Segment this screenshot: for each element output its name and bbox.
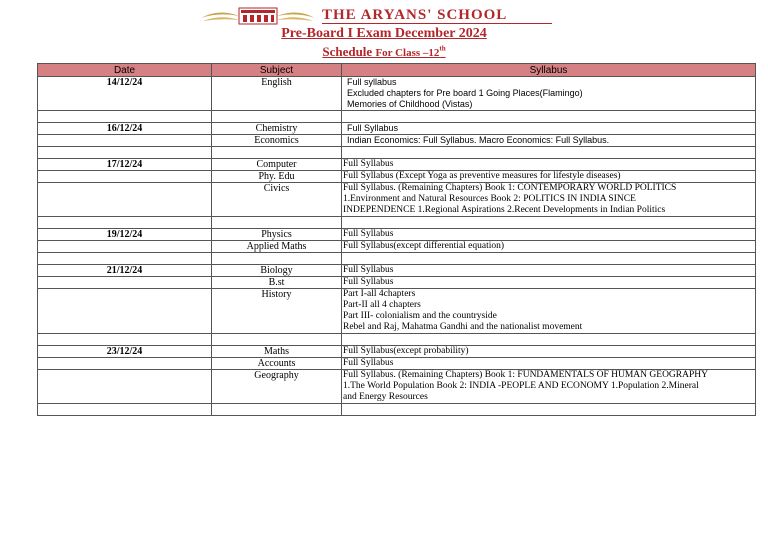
table-row: [38, 358, 756, 370]
school-crest-icon: [199, 6, 317, 26]
date-cell: 16/12/24: [38, 123, 212, 135]
school-name: THE ARYANS' SCHOOL: [322, 7, 508, 23]
column-header-date: Date: [38, 64, 212, 77]
syllabus-line: Full Syllabus: [343, 265, 394, 275]
spacer-row: [38, 253, 756, 265]
empty-cell: [342, 253, 756, 265]
empty-cell: [212, 111, 342, 123]
empty-cell: [212, 253, 342, 265]
syllabus-line: Full Syllabus. (Remaining Chapters) Book 1: CONTEMPORARY WORLD POLITICS: [343, 183, 677, 193]
subject-cell: History: [212, 289, 342, 334]
table-body: [38, 77, 756, 416]
syllabus-line: Full Syllabus. (Remaining Chapters) Book 1: FUNDAMENTALS OF HUMAN GEOGRAPHY: [343, 370, 708, 380]
empty-cell: [38, 147, 212, 159]
spacer-row: [38, 111, 756, 123]
syllabus-cell: [342, 229, 756, 241]
date-cell: [38, 171, 212, 183]
date-cell: [38, 183, 212, 217]
table-row: [38, 277, 756, 289]
spacer-row: [38, 404, 756, 416]
date-cell: [38, 370, 212, 404]
table-header: [38, 64, 756, 77]
empty-cell: [342, 217, 756, 229]
table-row: [38, 346, 756, 358]
empty-cell: [212, 334, 342, 346]
class-label: For Class –12: [375, 47, 440, 59]
empty-cell: [342, 404, 756, 416]
table-row: [38, 370, 756, 404]
empty-cell: [38, 111, 212, 123]
date-cell: [38, 241, 212, 253]
empty-cell: [212, 404, 342, 416]
syllabus-line: Part I-all 4chapters: [343, 289, 416, 299]
syllabus-cell: [342, 370, 756, 404]
table-row: [38, 77, 756, 111]
subject-cell: B.st: [212, 277, 342, 289]
syllabus-line: Indian Economics: Full Syllabus. Macro Economics: Full Syllabus.: [347, 135, 610, 145]
subject-cell: Physics: [212, 229, 342, 241]
subject-cell: Civics: [212, 183, 342, 217]
empty-cell: [342, 111, 756, 123]
logo-row: [0, 4, 768, 26]
date-cell: 21/12/24: [38, 265, 212, 277]
subject-cell: Chemistry: [212, 123, 342, 135]
syllabus-cell: [342, 159, 756, 171]
empty-cell: [342, 334, 756, 346]
syllabus-line: Excluded chapters for Pre board 1 Going Places(Flamingo): [347, 88, 583, 98]
schedule-table: [37, 63, 756, 416]
document-header: [0, 4, 768, 59]
header-row: [38, 64, 756, 77]
subject-cell: English: [212, 77, 342, 111]
subject-cell: Applied Maths: [212, 241, 342, 253]
table-row: [38, 183, 756, 217]
syllabus-line: Full Syllabus(except probability): [343, 346, 469, 356]
subject-cell: Biology: [212, 265, 342, 277]
syllabus-line: Full Syllabus: [343, 229, 394, 239]
syllabus-line: 1.Environment and Natural Resources Book 2: POLITICS IN INDIA SINCE: [343, 194, 636, 204]
subject-cell: Accounts: [212, 358, 342, 370]
syllabus-cell: [342, 346, 756, 358]
table-row: [38, 159, 756, 171]
school-name-divider: [322, 23, 552, 24]
spacer-row: [38, 147, 756, 159]
syllabus-line: INDEPENDENCE 1.Regional Aspirations 2.Recent Developments in Indian Politics: [343, 205, 666, 215]
syllabus-cell: [342, 183, 756, 217]
syllabus-line: Full Syllabus (Except Yoga as preventive measures for lifestyle diseases): [343, 171, 621, 181]
date-cell: 14/12/24: [38, 77, 212, 111]
table-row: [38, 229, 756, 241]
syllabus-line: Full Syllabus(except differential equation): [343, 241, 505, 251]
table-row: [38, 135, 756, 147]
table-row: [38, 123, 756, 135]
table-row: [38, 289, 756, 334]
date-cell: [38, 277, 212, 289]
syllabus-cell: [342, 123, 756, 135]
schedule-subtitle: [0, 44, 768, 60]
syllabus-line: Full syllabus: [347, 77, 397, 87]
syllabus-line: Part III- colonialism and the countryside: [343, 311, 497, 321]
subject-cell: Phy. Edu: [212, 171, 342, 183]
subject-cell: Economics: [212, 135, 342, 147]
syllabus-line: Rebel and Raj, Mahatma Gandhi and the nationalist movement: [343, 322, 583, 332]
empty-cell: [38, 253, 212, 265]
syllabus-line: Full Syllabus: [343, 277, 394, 287]
syllabus-line: Full Syllabus: [343, 159, 394, 169]
date-cell: [38, 289, 212, 334]
syllabus-line: Part-II all 4 chapters: [343, 300, 421, 310]
subject-cell: Geography: [212, 370, 342, 404]
syllabus-line: 1.The World Population Book 2: INDIA -PEOPLE AND ECONOMY 1.Population 2.Mineral: [343, 381, 699, 391]
syllabus-line: and Energy Resources: [343, 392, 428, 402]
subject-cell: Maths: [212, 346, 342, 358]
syllabus-cell: [342, 358, 756, 370]
syllabus-cell: [342, 277, 756, 289]
empty-cell: [212, 147, 342, 159]
syllabus-cell: [342, 241, 756, 253]
class-suffix: th: [439, 44, 446, 53]
date-cell: 17/12/24: [38, 159, 212, 171]
spacer-row: [38, 334, 756, 346]
syllabus-line: Full Syllabus: [347, 123, 399, 133]
table-row: [38, 241, 756, 253]
column-header-syllabus: Syllabus: [342, 64, 756, 77]
date-cell: [38, 135, 212, 147]
exam-title: Pre-Board I Exam December 2024: [281, 26, 487, 41]
syllabus-line: Full Syllabus: [343, 358, 394, 368]
spacer-row: [38, 217, 756, 229]
table-row: [38, 265, 756, 277]
table-row: [38, 171, 756, 183]
date-cell: 19/12/24: [38, 229, 212, 241]
empty-cell: [342, 147, 756, 159]
empty-cell: [38, 334, 212, 346]
schedule-label: Schedule: [322, 44, 373, 59]
subject-cell: Computer: [212, 159, 342, 171]
date-cell: 23/12/24: [38, 346, 212, 358]
empty-cell: [38, 404, 212, 416]
syllabus-cell: [342, 289, 756, 334]
syllabus-line: Memories of Childhood (Vistas): [347, 99, 473, 109]
syllabus-cell: [342, 77, 756, 111]
syllabus-cell: [342, 265, 756, 277]
empty-cell: [212, 217, 342, 229]
syllabus-cell: [342, 135, 756, 147]
date-cell: [38, 358, 212, 370]
column-header-subject: Subject: [212, 64, 342, 77]
empty-cell: [38, 217, 212, 229]
syllabus-cell: [342, 171, 756, 183]
